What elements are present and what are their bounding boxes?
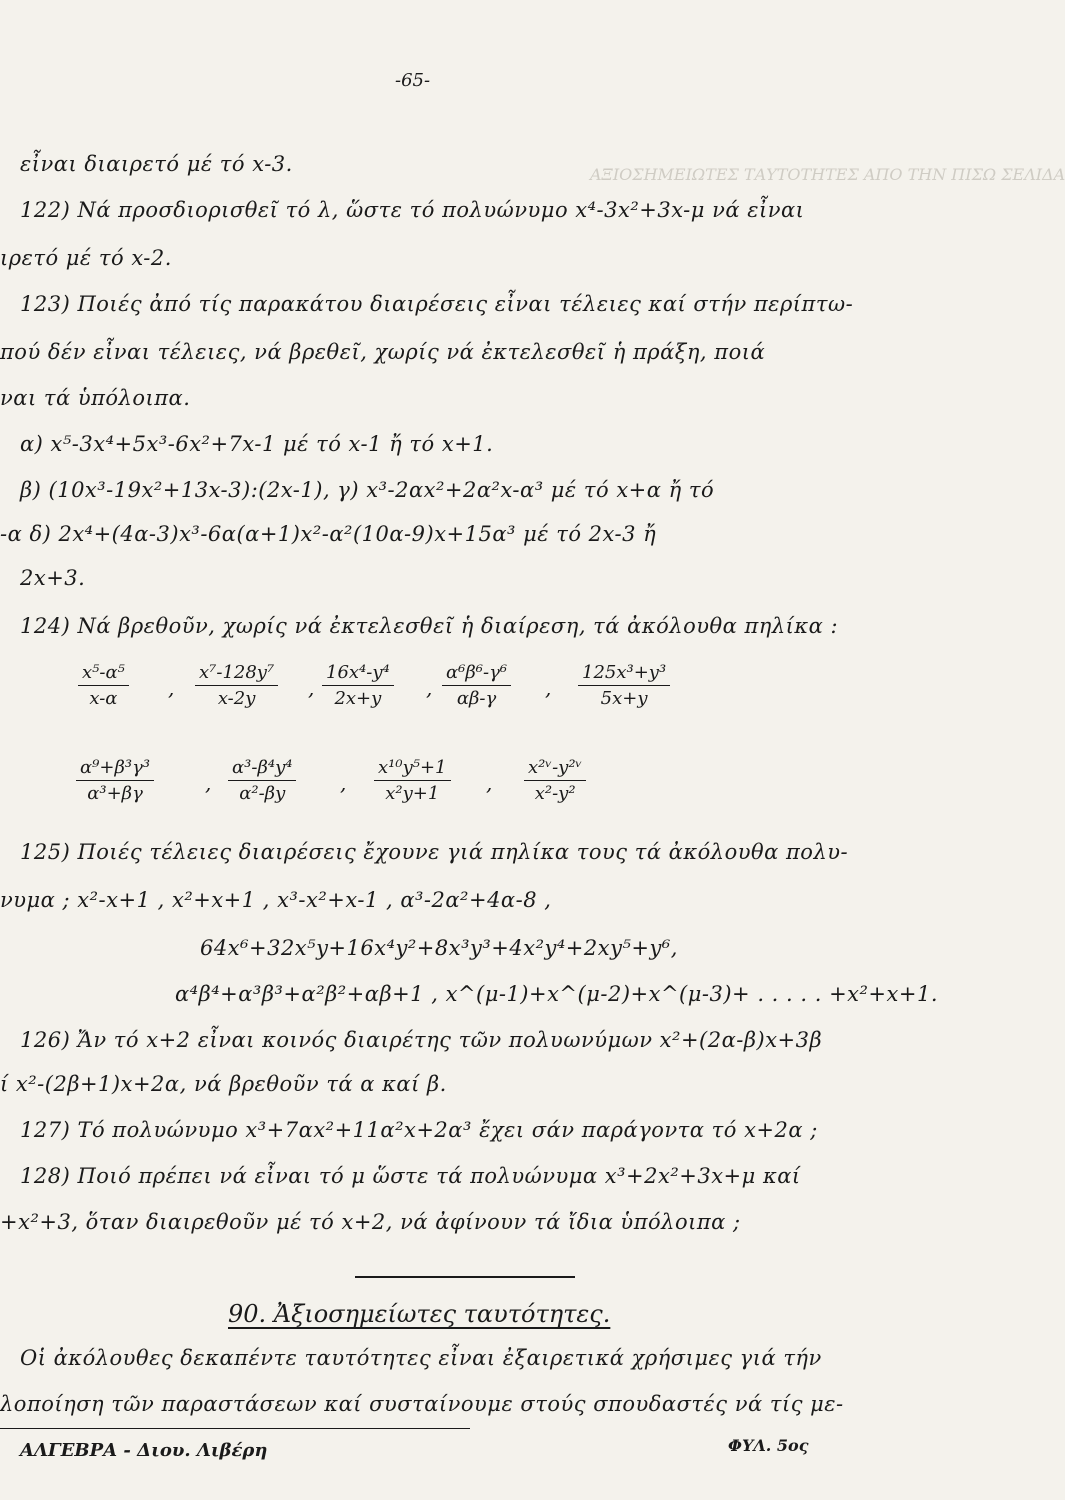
numerator: x¹⁰y⁵+1 [374,757,451,781]
exercise-128: 128) Ποιό πρέπει νά εἶναι τό μ ὥστε τά πολυώνυμα x³+2x²+3x+μ καί [20,1164,801,1188]
exercise-125: 125) Ποιές τέλειες διαιρέσεις ἔχουνε γιά πηλίκα τους τά ἀκόλουθα πολυ- [20,840,849,864]
fraction [228,757,296,804]
fraction [322,662,394,709]
exercise-123-d: -α δ) 2x⁴+(4α-3)x³-6α(α+1)x²-α²(10α-9)x+15α³ μέ τό 2x-3 ἤ [0,522,657,546]
fraction [442,662,511,709]
comma: , [205,771,212,795]
exercise-123-a: α) x⁵-3x⁴+5x³-6x²+7x-1 μέ τό x-1 ἤ τό x+1. [20,432,494,456]
denominator: 2x+y [334,688,382,709]
fraction [195,662,278,709]
exercise-126: 126) Ἄν τό x+2 εἶναι κοινός διαιρέτης τῶν πολυωνύμων x²+(2α-β)x+3β [20,1028,823,1052]
text-line: λοποίηση τῶν παραστάσεων καί συσταίνουμε στούς σπουδαστές νά τίς με- [0,1392,844,1416]
fraction [78,662,129,709]
text-line: ί x²-(2β+1)x+2α, νά βρεθοῦν τά α καί β. [0,1072,447,1096]
footer-title: ΑΛΓΕΒΡΑ - Διου. Λιβέρη [20,1440,268,1461]
bleed-through-text: ΑΞΙΟΣΗΜΕΙΩΤΕΣ ΤΑΥΤΟΤΗΤΕΣ ΑΠΟ ΤΗΝ ΠΙΣΩ ΣΕΛΙΔΑ [590,165,1065,184]
comma: , [340,771,347,795]
denominator: 5x+y [600,688,648,709]
text-line: πού δέν εἶναι τέλειες, νά βρεθεῖ, χωρίς νά ἐκτελεσθεῖ ἡ πράξη, ποιά [0,340,766,364]
fraction [578,662,670,709]
denominator: x²y+1 [385,783,440,804]
page-number: -65- [395,70,431,91]
numerator: α³-β⁴y⁴ [228,757,296,781]
fraction [524,757,586,804]
section-heading: 90. Ἀξιοσημείωτες ταυτότητες. [228,1300,611,1328]
denominator: αβ-γ [456,688,497,709]
comma: , [486,771,493,795]
comma: , [545,676,552,700]
text-line: 2x+3. [20,566,86,590]
numerator: α⁶β⁶-γ⁶ [442,662,511,686]
numerator: 16x⁴-y⁴ [322,662,394,686]
polynomial-line: 64x⁶+32x⁵y+16x⁴y²+8x³y³+4x²y⁴+2xy⁵+y⁶, [200,936,678,960]
comma: , [168,676,175,700]
numerator: x⁵-α⁵ [78,662,129,686]
comma: , [308,676,315,700]
denominator: x-α [89,688,118,709]
numerator: α⁹+β³γ³ [76,757,154,781]
numerator: x²ᵛ-y²ᵛ [524,757,586,781]
text-line: +x²+3, ὅταν διαιρεθοῦν μέ τό x+2, νά ἀφίνουν τά ἴδια ὑπόλοιπα ; [0,1210,741,1234]
text-line: νυμα ; x²-x+1 , x²+x+1 , x³-x²+x-1 , α³-2α²+4α-8 , [0,888,552,912]
exercise-124: 124) Νά βρεθοῦν, χωρίς νά ἐκτελεσθεῖ ἡ διαίρεση, τά ἀκόλουθα πηλίκα : [20,614,839,638]
fraction [76,757,154,804]
exercise-122: 122) Νά προσδιορισθεῖ τό λ, ὥστε τό πολυώνυμο x⁴-3x²+3x-μ νά εἶναι [20,198,805,222]
numerator: x⁷-128y⁷ [195,662,278,686]
fraction [374,757,451,804]
text-line: ναι τά ὑπόλοιπα. [0,386,191,410]
text-line: εἶναι διαιρετό μέ τό x-3. [20,152,293,176]
section-divider [355,1276,575,1278]
exercise-123: 123) Ποιές ἀπό τίς παρακάτου διαιρέσεις εἶναι τέλειες καί στήν περίπτω- [20,292,854,316]
denominator: x-2y [217,688,256,709]
polynomial-line: α⁴β⁴+α³β³+α²β²+αβ+1 , x^(μ-1)+x^(μ-2)+x^(μ-3)+ . . . . . +x²+x+1. [175,982,938,1006]
denominator: x²-y² [534,783,576,804]
comma: , [426,676,433,700]
text-line: ιρετό μέ τό x-2. [0,246,172,270]
denominator: α²-βy [239,783,286,804]
exercise-123-b-c: β) (10x³-19x²+13x-3):(2x-1), γ) x³-2αx²+2α²x-α³ μέ τό x+α ἤ τό [20,478,715,502]
exercise-127: 127) Τό πολυώνυμο x³+7αx²+11α²x+2α³ ἔχει σάν παράγοντα τό x+2α ; [20,1118,818,1142]
numerator: 125x³+y³ [578,662,670,686]
denominator: α³+βγ [87,783,143,804]
footer-divider [0,1428,470,1429]
sheet-number: ΦΥΛ. 5ος [728,1436,809,1455]
text-line: Οἱ ἀκόλουθες δεκαπέντε ταυτότητες εἶναι ἐξαιρετικά χρήσιμες γιά τήν [20,1346,822,1370]
